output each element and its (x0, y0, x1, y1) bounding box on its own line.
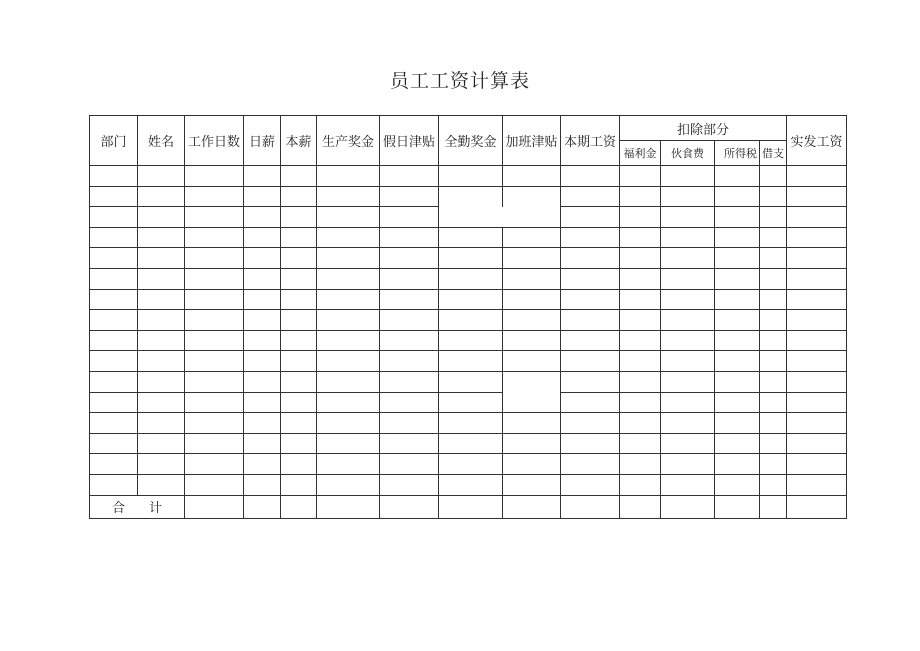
table-row (90, 351, 847, 372)
table-cell[interactable] (90, 207, 138, 228)
table-cell[interactable] (503, 413, 561, 434)
table-cell[interactable] (380, 289, 439, 310)
table-cell[interactable] (787, 392, 847, 413)
total-row (90, 495, 847, 518)
table-cell[interactable] (561, 289, 620, 310)
table-cell[interactable] (317, 371, 380, 392)
table-cell[interactable] (380, 351, 439, 372)
table-cell[interactable] (380, 166, 439, 187)
table-cell[interactable] (715, 351, 760, 372)
table-cell[interactable] (439, 474, 503, 495)
header-name: 姓名 (138, 116, 185, 166)
table-cell[interactable] (503, 207, 561, 228)
table-cell[interactable] (503, 166, 561, 187)
table-cell[interactable] (503, 186, 561, 207)
table-cell[interactable] (185, 454, 244, 475)
table-cell[interactable] (760, 268, 787, 289)
table-cell[interactable] (90, 474, 138, 495)
table-cell[interactable] (244, 186, 281, 207)
table-cell[interactable] (185, 371, 244, 392)
table-cell[interactable] (787, 454, 847, 475)
table-cell[interactable] (620, 289, 661, 310)
table-cell[interactable] (281, 186, 317, 207)
table-cell[interactable] (561, 268, 620, 289)
table-cell[interactable] (760, 392, 787, 413)
table-cell[interactable] (439, 433, 503, 454)
table-cell[interactable] (620, 392, 661, 413)
table-cell[interactable] (439, 248, 503, 269)
table-cell[interactable] (90, 454, 138, 475)
table-cell[interactable] (661, 310, 715, 331)
table-cell[interactable] (380, 310, 439, 331)
table-cell[interactable] (661, 207, 715, 228)
table-cell[interactable] (620, 413, 661, 434)
table-cell[interactable] (90, 433, 138, 454)
table-cell[interactable] (90, 351, 138, 372)
table-cell[interactable] (715, 371, 760, 392)
table-cell[interactable] (439, 351, 503, 372)
table-cell[interactable] (281, 392, 317, 413)
table-cell[interactable] (185, 351, 244, 372)
table-cell[interactable] (787, 474, 847, 495)
table-cell[interactable] (138, 413, 185, 434)
table-cell[interactable] (244, 351, 281, 372)
table-cell[interactable] (380, 495, 439, 518)
table-cell[interactable] (787, 166, 847, 187)
header-deductions: 扣除部分 (620, 116, 787, 141)
table-cell[interactable] (439, 392, 503, 413)
table-cell[interactable] (439, 186, 503, 207)
header-holiday-allowance: 假日津贴 (380, 116, 439, 166)
salary-table (89, 115, 847, 519)
table-cell[interactable] (138, 371, 185, 392)
table-cell[interactable] (760, 413, 787, 434)
table-row (90, 310, 847, 331)
table-cell[interactable] (439, 495, 503, 518)
total-label-part-2: 计 (148, 501, 162, 516)
table-cell[interactable] (317, 310, 380, 331)
table-cell[interactable] (661, 166, 715, 187)
header-overtime-allowance: 加班津贴 (503, 116, 561, 166)
table-row (90, 207, 847, 228)
table-row (90, 268, 847, 289)
table-cell[interactable] (185, 248, 244, 269)
table-row (90, 454, 847, 475)
table-cell[interactable] (561, 474, 620, 495)
table-cell[interactable] (185, 227, 244, 248)
table-cell[interactable] (281, 310, 317, 331)
table-cell[interactable] (281, 248, 317, 269)
table-cell[interactable] (244, 227, 281, 248)
table-cell[interactable] (715, 392, 760, 413)
table-cell[interactable] (561, 351, 620, 372)
table-cell[interactable] (90, 310, 138, 331)
table-cell[interactable] (661, 433, 715, 454)
table-cell[interactable] (138, 207, 185, 228)
table-cell[interactable] (380, 433, 439, 454)
table-row (90, 413, 847, 434)
table-cell[interactable] (620, 310, 661, 331)
table-cell[interactable] (380, 227, 439, 248)
table-cell[interactable] (561, 207, 620, 228)
table-row (90, 166, 847, 187)
table-cell[interactable] (185, 186, 244, 207)
table-cell[interactable] (185, 392, 244, 413)
table-cell[interactable] (760, 454, 787, 475)
header-workdays: 工作日数 (185, 116, 244, 166)
table-cell[interactable] (90, 413, 138, 434)
table-cell[interactable] (503, 392, 561, 413)
table-cell[interactable] (244, 392, 281, 413)
table-cell[interactable] (561, 371, 620, 392)
table-cell[interactable] (380, 330, 439, 351)
table-cell[interactable] (244, 371, 281, 392)
table-cell[interactable] (561, 330, 620, 351)
table-cell[interactable] (503, 330, 561, 351)
table-cell[interactable] (715, 268, 760, 289)
table-cell[interactable] (760, 495, 787, 518)
table-row (90, 433, 847, 454)
table-cell[interactable] (90, 248, 138, 269)
table-cell[interactable] (317, 186, 380, 207)
table-cell[interactable] (715, 248, 760, 269)
table-cell[interactable] (760, 330, 787, 351)
table-cell[interactable] (317, 474, 380, 495)
table-cell[interactable] (661, 186, 715, 207)
header-row (90, 116, 847, 141)
table-cell[interactable] (90, 227, 138, 248)
table-cell[interactable] (317, 268, 380, 289)
table-cell[interactable] (439, 268, 503, 289)
table-cell[interactable] (244, 495, 281, 518)
table-cell[interactable] (787, 207, 847, 228)
table-cell[interactable] (661, 330, 715, 351)
table-cell[interactable] (185, 289, 244, 310)
table-row (90, 289, 847, 310)
table-cell[interactable] (138, 330, 185, 351)
table-cell[interactable] (439, 371, 503, 392)
header-income-tax: 所得税 (715, 141, 760, 166)
header-dept: 部门 (90, 116, 138, 166)
table-cell[interactable] (561, 454, 620, 475)
total-label (90, 495, 185, 518)
table-cell[interactable] (138, 186, 185, 207)
table-cell[interactable] (317, 248, 380, 269)
table-cell[interactable] (138, 433, 185, 454)
table-cell[interactable] (380, 413, 439, 434)
table-cell[interactable] (620, 166, 661, 187)
table-cell[interactable] (317, 454, 380, 475)
table-cell[interactable] (661, 371, 715, 392)
header-attendance-bonus: 全勤奖金 (439, 116, 503, 166)
table-cell[interactable] (380, 392, 439, 413)
table-cell[interactable] (715, 310, 760, 331)
table-row (90, 371, 847, 392)
table-cell[interactable] (561, 495, 620, 518)
table-cell[interactable] (244, 268, 281, 289)
table-cell[interactable] (281, 330, 317, 351)
table-cell[interactable] (760, 310, 787, 331)
table-cell[interactable] (787, 248, 847, 269)
table-cell[interactable] (787, 310, 847, 331)
table-cell[interactable] (185, 166, 244, 187)
table-cell[interactable] (715, 330, 760, 351)
table-cell[interactable] (715, 495, 760, 518)
table-cell[interactable] (281, 289, 317, 310)
table-cell[interactable] (760, 371, 787, 392)
table-row (90, 186, 847, 207)
table-cell[interactable] (317, 166, 380, 187)
table-cell[interactable] (380, 268, 439, 289)
table-cell[interactable] (380, 186, 439, 207)
table-row (90, 392, 847, 413)
table-cell[interactable] (715, 413, 760, 434)
table-cell[interactable] (281, 495, 317, 518)
table-cell[interactable] (380, 248, 439, 269)
table-cell[interactable] (439, 413, 503, 434)
table-cell[interactable] (317, 351, 380, 372)
table-cell[interactable] (715, 289, 760, 310)
page-title: 员工工资计算表 (389, 70, 530, 92)
table-cell[interactable] (561, 392, 620, 413)
table-row (90, 330, 847, 351)
table-cell[interactable] (138, 310, 185, 331)
table-cell[interactable] (317, 413, 380, 434)
header-base: 本薪 (281, 116, 317, 166)
table-cell[interactable] (787, 495, 847, 518)
table-cell[interactable] (620, 351, 661, 372)
table-cell[interactable] (620, 371, 661, 392)
table-cell[interactable] (620, 207, 661, 228)
table-cell[interactable] (281, 227, 317, 248)
table-cell[interactable] (760, 207, 787, 228)
table-cell[interactable] (760, 227, 787, 248)
table-cell[interactable] (138, 474, 185, 495)
table-cell[interactable] (90, 268, 138, 289)
table-cell[interactable] (661, 495, 715, 518)
table-cell[interactable] (317, 207, 380, 228)
table-cell[interactable] (317, 227, 380, 248)
table-cell[interactable] (317, 330, 380, 351)
table-cell[interactable] (760, 289, 787, 310)
table-cell[interactable] (281, 207, 317, 228)
table-cell[interactable] (503, 310, 561, 331)
table-cell[interactable] (244, 433, 281, 454)
table-cell[interactable] (317, 289, 380, 310)
table-cell[interactable] (185, 207, 244, 228)
table-cell[interactable] (317, 495, 380, 518)
table-cell[interactable] (244, 207, 281, 228)
table-cell[interactable] (281, 268, 317, 289)
table-cell[interactable] (760, 474, 787, 495)
header-meals: 伙食费 (661, 141, 715, 166)
table-cell[interactable] (439, 166, 503, 187)
table-cell[interactable] (760, 351, 787, 372)
total-label-part-1: 合 (111, 501, 125, 516)
header-daily: 日薪 (244, 116, 281, 166)
table-cell[interactable] (561, 248, 620, 269)
table-cell[interactable] (138, 454, 185, 475)
table-cell[interactable] (90, 289, 138, 310)
table-cell[interactable] (244, 474, 281, 495)
table-cell[interactable] (620, 186, 661, 207)
table-cell[interactable] (661, 454, 715, 475)
table-cell[interactable] (787, 351, 847, 372)
table-cell[interactable] (281, 474, 317, 495)
table-cell[interactable] (281, 454, 317, 475)
table-cell[interactable] (561, 433, 620, 454)
table-cell[interactable] (185, 310, 244, 331)
table-cell[interactable] (185, 433, 244, 454)
table-cell[interactable] (244, 289, 281, 310)
table-cell[interactable] (620, 227, 661, 248)
table-cell[interactable] (561, 310, 620, 331)
table-cell[interactable] (380, 207, 439, 228)
table-cell[interactable] (503, 248, 561, 269)
table-cell[interactable] (439, 454, 503, 475)
table-row (90, 227, 847, 248)
table-cell[interactable] (620, 454, 661, 475)
table-cell[interactable] (787, 371, 847, 392)
header-advance: 借支 (760, 141, 787, 166)
header-production-bonus: 生产奖金 (317, 116, 380, 166)
table-cell[interactable] (281, 166, 317, 187)
table-cell[interactable] (787, 268, 847, 289)
table-row (90, 474, 847, 495)
table-cell[interactable] (620, 495, 661, 518)
table-cell[interactable] (715, 186, 760, 207)
table-cell[interactable] (715, 474, 760, 495)
table-cell[interactable] (620, 433, 661, 454)
table-cell[interactable] (760, 186, 787, 207)
table-cell[interactable] (787, 330, 847, 351)
table-cell[interactable] (281, 433, 317, 454)
table-cell[interactable] (90, 330, 138, 351)
table-cell[interactable] (787, 289, 847, 310)
table-cell[interactable] (138, 227, 185, 248)
table-cell[interactable] (620, 268, 661, 289)
table-cell[interactable] (503, 351, 561, 372)
table-cell[interactable] (503, 433, 561, 454)
table-cell[interactable] (715, 433, 760, 454)
table-cell[interactable] (317, 433, 380, 454)
table-cell[interactable] (138, 268, 185, 289)
table-cell[interactable] (787, 186, 847, 207)
table-cell[interactable] (380, 454, 439, 475)
table-cell[interactable] (503, 227, 561, 248)
table-cell[interactable] (661, 474, 715, 495)
table-cell[interactable] (503, 371, 561, 392)
table-cell[interactable] (661, 227, 715, 248)
header-net-pay: 实发工资 (787, 116, 847, 166)
table-cell[interactable] (561, 166, 620, 187)
table-cell[interactable] (185, 495, 244, 518)
table-cell[interactable] (620, 474, 661, 495)
table-cell[interactable] (661, 413, 715, 434)
table-cell[interactable] (185, 268, 244, 289)
table-cell[interactable] (244, 310, 281, 331)
table-cell[interactable] (503, 454, 561, 475)
table-cell[interactable] (317, 392, 380, 413)
table-cell[interactable] (90, 166, 138, 187)
table-cell[interactable] (138, 351, 185, 372)
table-row (90, 248, 847, 269)
table-cell[interactable] (661, 351, 715, 372)
table-cell[interactable] (715, 454, 760, 475)
table-cell[interactable] (561, 227, 620, 248)
table-cell[interactable] (439, 310, 503, 331)
table-cell[interactable] (787, 413, 847, 434)
table-cell[interactable] (787, 227, 847, 248)
table-cell[interactable] (185, 330, 244, 351)
table-cell[interactable] (760, 248, 787, 269)
table-cell[interactable] (503, 495, 561, 518)
table-cell[interactable] (281, 371, 317, 392)
table-cell[interactable] (185, 474, 244, 495)
table-cell[interactable] (244, 413, 281, 434)
table-cell[interactable] (503, 289, 561, 310)
table-cell[interactable] (715, 227, 760, 248)
table-cell[interactable] (661, 248, 715, 269)
table-cell[interactable] (439, 330, 503, 351)
table-cell[interactable] (715, 207, 760, 228)
header-welfare: 福利金 (620, 141, 661, 166)
header-period-wage: 本期工资 (561, 116, 620, 166)
table-cell[interactable] (561, 413, 620, 434)
table-cell[interactable] (787, 433, 847, 454)
table-cell[interactable] (138, 166, 185, 187)
table-cell[interactable] (661, 289, 715, 310)
table-cell[interactable] (90, 371, 138, 392)
table-cell[interactable] (138, 248, 185, 269)
table-cell[interactable] (380, 371, 439, 392)
table-cell[interactable] (244, 166, 281, 187)
table-cell[interactable] (503, 268, 561, 289)
table-cell[interactable] (439, 207, 503, 228)
table-cell[interactable] (620, 330, 661, 351)
table-cell[interactable] (90, 392, 138, 413)
table-cell[interactable] (138, 289, 185, 310)
table-cell[interactable] (661, 392, 715, 413)
table-cell[interactable] (620, 248, 661, 269)
table-cell[interactable] (715, 166, 760, 187)
table-cell[interactable] (244, 454, 281, 475)
table-cell[interactable] (561, 186, 620, 207)
table-cell[interactable] (439, 289, 503, 310)
table-cell[interactable] (760, 433, 787, 454)
table-cell[interactable] (439, 227, 503, 248)
table-cell[interactable] (503, 474, 561, 495)
table-cell[interactable] (661, 268, 715, 289)
table-cell[interactable] (90, 186, 138, 207)
table-cell[interactable] (380, 474, 439, 495)
table-cell[interactable] (281, 413, 317, 434)
table-cell[interactable] (244, 330, 281, 351)
table-cell[interactable] (185, 413, 244, 434)
table-cell[interactable] (138, 392, 185, 413)
table-cell[interactable] (281, 351, 317, 372)
table-cell[interactable] (244, 248, 281, 269)
table-cell[interactable] (760, 166, 787, 187)
